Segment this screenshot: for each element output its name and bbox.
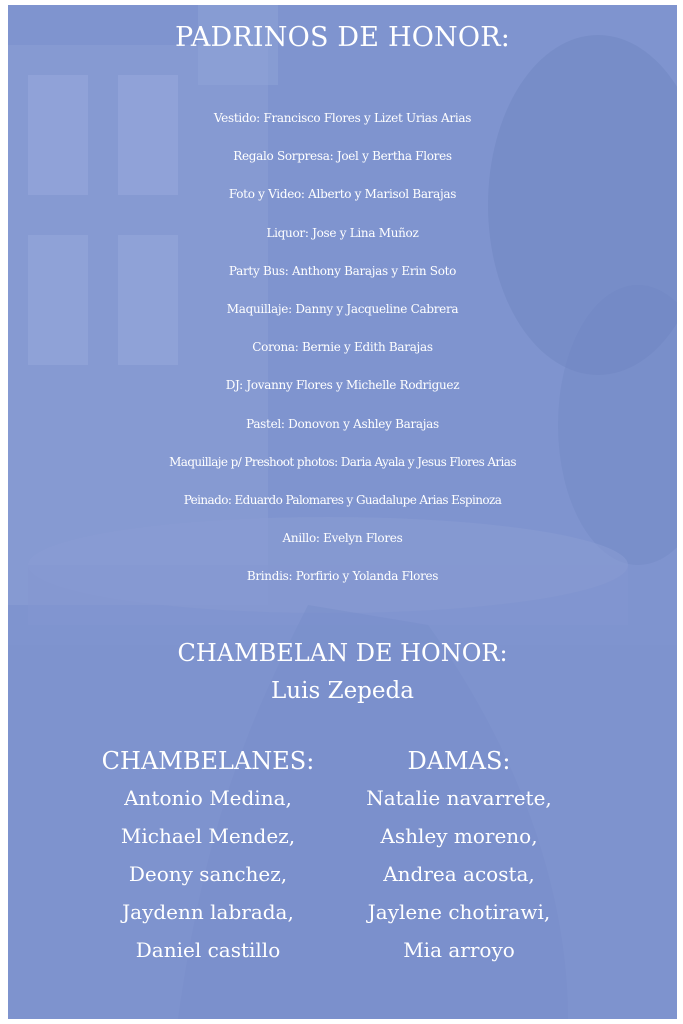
damas-list: [329, 779, 589, 969]
chambelanes-list: [78, 779, 338, 969]
list-item: Corona: Bernie y Edith Barajas: [252, 340, 433, 355]
list-item: Deony sanchez,: [128, 862, 288, 886]
list-item: Jaylene chotirawi,: [367, 900, 551, 924]
list-item: Foto y Video: Alberto y Marisol Barajas: [228, 187, 457, 202]
chambelan-de-honor-name: Luis Zepeda: [271, 678, 414, 704]
list-item: Peinado: Eduardo Palomares y Guadalupe Arias Espinoza: [183, 492, 502, 507]
chambelanes-heading: CHAMBELANES:: [101, 747, 315, 775]
list-item: Maquillaje p/ Preshoot photos: Daria Ayala y Jesus Flores Arias: [169, 454, 516, 469]
list-item: Liquor: Jose y Lina Muñoz: [266, 225, 419, 240]
list-item: Daniel castillo: [135, 938, 281, 962]
list-item: Maquillaje: Danny y Jacqueline Cabrera: [226, 301, 459, 316]
damas-column: [329, 743, 589, 969]
list-item: Pastel: Donovon y Ashley Barajas: [246, 416, 439, 431]
list-item: Michael Mendez,: [120, 824, 296, 848]
list-item: Anillo: Evelyn Flores: [282, 531, 403, 546]
list-item: Natalie navarrete,: [366, 786, 552, 810]
list-item: DJ: Jovanny Flores y Michelle Rodriguez: [225, 378, 460, 393]
chambelan-de-honor-heading: CHAMBELAN DE HONOR:: [177, 639, 508, 667]
list-item: Regalo Sorpresa: Joel y Bertha Flores: [233, 149, 452, 164]
damas-heading: DAMAS:: [407, 747, 511, 775]
program-content: [8, 5, 677, 1019]
list-item: Mia arroyo: [403, 938, 515, 962]
list-item: Party Bus: Anthony Barajas y Erin Soto: [228, 263, 457, 278]
page-title: PADRINOS DE HONOR:: [174, 22, 511, 53]
list-item: Ashley moreno,: [380, 824, 538, 848]
chambelanes-column: [78, 743, 338, 969]
list-item: Brindis: Porfirio y Yolanda Flores: [246, 569, 439, 584]
program-panel: [8, 5, 677, 1019]
padrinos-list: [8, 99, 677, 595]
list-item: Antonio Medina,: [124, 786, 292, 810]
list-item: Jaydenn labrada,: [122, 900, 294, 924]
list-item: Vestido: Francisco Flores y Lizet Urias Arias: [213, 111, 472, 125]
list-item: Andrea acosta,: [383, 862, 535, 886]
